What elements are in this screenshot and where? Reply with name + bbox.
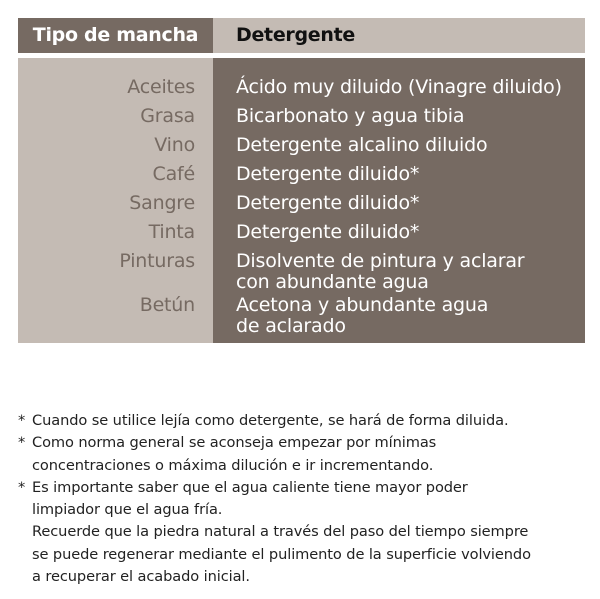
stain-cell: Sangre [129, 192, 195, 214]
stain-cell: Pinturas [119, 250, 195, 272]
detergent-cell: Detergente diluido* [236, 192, 420, 214]
table-body [18, 58, 585, 343]
footnote [18, 410, 588, 432]
detergent-cell [213, 291, 585, 335]
stain-cell: Vino [154, 134, 195, 156]
footnote-line: a recuperar el acabado inicial. [32, 568, 250, 586]
stain-cell: Café [152, 163, 195, 185]
detergent-line: con abundante agua [236, 271, 429, 293]
detergent-line: Disolvente de pintura y aclarar [236, 250, 525, 272]
detergent-cell: Bicarbonato y agua tibia [236, 105, 465, 127]
footnote-line: Es importante saber que el agua caliente tiene mayor poder [32, 478, 468, 496]
footnote [18, 477, 588, 588]
header-stain-type: Tipo de mancha [18, 18, 213, 53]
footnote-asterisk: * [18, 412, 26, 429]
footnote-text [32, 432, 588, 477]
stain-cell: Grasa [140, 105, 195, 127]
header-detergent: Detergente [213, 18, 585, 53]
table-header [18, 18, 585, 53]
footnote [18, 432, 588, 477]
footnote-text: Cuando se utilice lejía como detergente, se hará de forma diluida. [32, 412, 509, 429]
footnote-line: Recuerde que la piedra natural a través del paso del tiempo siempre [32, 523, 529, 541]
footnote-line: concentraciones o máxima dilución e ir incrementando. [32, 456, 434, 474]
stain-cell: Aceites [127, 76, 195, 98]
footnote-line: limpiador que el agua fría. [32, 501, 223, 519]
detergent-column [213, 58, 585, 343]
stain-detergent-table [18, 18, 585, 343]
detergent-cell: Detergente alcalino diluido [236, 134, 488, 156]
footnotes [18, 410, 588, 588]
footnote-asterisk: * [18, 434, 26, 452]
footnote-text [32, 477, 588, 588]
stain-cell: Tinta [148, 221, 195, 243]
detergent-cell: Ácido muy diluido (Vinagre diluido) [236, 76, 562, 98]
detergent-line: de aclarado [236, 315, 346, 337]
footnote-line: Como norma general se aconseja empezar por mínimas [32, 434, 437, 452]
stain-cell: Betún [139, 294, 195, 316]
footnote-line: se puede regenerar mediante el pulimento de la superficie volviendo [32, 545, 531, 563]
detergent-cell: Detergente diluido* [236, 163, 420, 185]
detergent-cell [213, 247, 585, 291]
footnote-asterisk: * [18, 478, 26, 496]
stain-column [18, 58, 213, 343]
detergent-line: Acetona y abundante agua [236, 294, 489, 316]
detergent-cell: Detergente diluido* [236, 221, 420, 243]
